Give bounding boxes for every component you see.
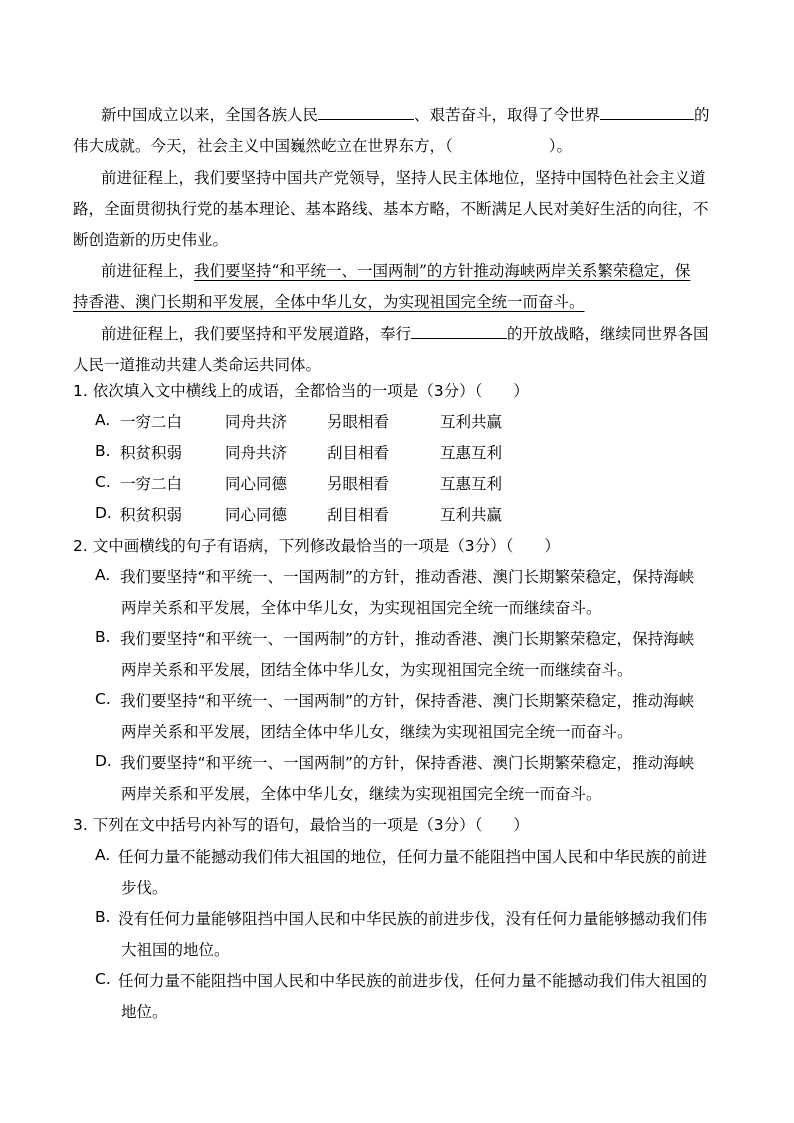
passage-line: 前进征程上，我们要坚持中国共产党领导，坚持人民主体地位，坚持中国特色社会主义道 xyxy=(101,169,706,187)
option-text: 我们要坚持“和平统一、一国两制”的方针，推动香港、澳门长期繁荣稳定，保持海峡 xyxy=(120,630,695,648)
option-text: 两岸关系和平发展，全体中华儿女，继续为实现祖国完全统一而奋斗。 xyxy=(121,785,602,803)
option-word: 刮目相看 xyxy=(327,444,390,462)
option-word: 积贫积弱 xyxy=(120,506,183,524)
question-1-stem: 1. 依次填入文中横线上的成语，全都恰当的一项是（3分）（ ） xyxy=(73,382,529,400)
question-3-stem: 3. 下列在文中括号内补写的语句，最恰当的一项是（3分）（ ） xyxy=(73,816,529,834)
option-word: 刮目相看 xyxy=(327,506,390,524)
option-word: 另眼相看 xyxy=(327,413,390,431)
blank-2 xyxy=(600,105,694,120)
option-text: 两岸关系和平发展，团结全体中华儿女，为实现祖国完全统一而继续奋斗。 xyxy=(121,661,633,679)
option-word: 积贫积弱 xyxy=(120,444,183,462)
option-word: 互惠互利 xyxy=(440,444,503,462)
option-letter: C. xyxy=(95,970,111,988)
passage-line xyxy=(101,103,710,125)
passage-line: 人民一道推动共建人类命运共同体。 xyxy=(73,356,322,374)
option-word: 同舟共济 xyxy=(225,413,288,431)
option-letter: B. xyxy=(95,908,111,926)
option-letter: B. xyxy=(95,442,111,460)
passage-line xyxy=(73,134,572,156)
option-word: 同心同德 xyxy=(225,475,288,493)
passage-text: 前进征程上，我们要坚持和平发展道路，奉行 xyxy=(101,325,412,343)
option-text: 我们要坚持“和平统一、一国两制”的方针，保持香港、澳门长期繁荣稳定，推动海峡 xyxy=(120,692,695,710)
blank-4 xyxy=(411,324,507,339)
passage-text: 的 xyxy=(694,106,710,124)
option-word: 同舟共济 xyxy=(225,444,288,462)
underlined-sentence: 持香港、澳门长期和平发展，全体中华儿女，为实现祖国完全统一而奋斗。 xyxy=(73,293,585,311)
option-word: 同心同德 xyxy=(225,506,288,524)
blank-1 xyxy=(318,105,414,120)
passage-text: 新中国成立以来，全国各族人民 xyxy=(101,106,319,124)
question-2-stem: 2. 文中画横线的句子有语病，下列修改最恰当的一项是（3分）（ ） xyxy=(73,537,560,555)
option-text: 大祖国的地位。 xyxy=(121,941,230,959)
option-word: 互惠互利 xyxy=(440,475,503,493)
option-letter: A. xyxy=(95,411,111,429)
option-letter: A. xyxy=(95,566,111,584)
passage-line xyxy=(101,322,709,344)
passage-text: 前进征程上， xyxy=(101,262,195,280)
passage-text: ）。 xyxy=(548,137,573,155)
option-letter: D. xyxy=(95,752,112,770)
option-text: 任何力量不能阻挡中国人民和中华民族的前进步伐，任何力量不能撼动我们伟大祖国的 xyxy=(118,972,708,990)
option-word: 一穷二白 xyxy=(120,413,183,431)
passage-line: 断创造新的历史伟业。 xyxy=(73,231,229,249)
option-word: 另眼相看 xyxy=(327,475,390,493)
option-text: 任何力量不能撼动我们伟大祖国的地位，任何力量不能阻挡中国人民和中华民族的前进 xyxy=(118,848,708,866)
option-letter: C. xyxy=(95,473,111,491)
option-text: 步伐。 xyxy=(121,879,168,897)
option-word: 一穷二白 xyxy=(120,475,183,493)
option-text: 地位。 xyxy=(121,1003,168,1021)
underlined-sentence: 我们要坚持“和平统一、一国两制”的方针推动海峡两岸关系繁荣稳定，保 xyxy=(194,262,691,280)
option-letter: A. xyxy=(95,846,111,864)
option-text: 两岸关系和平发展，团结全体中华儿女，继续为实现祖国完全统一而奋斗。 xyxy=(121,723,633,741)
option-letter: C. xyxy=(95,690,111,708)
passage-text: 的开放战略，继续同世界各国 xyxy=(507,325,709,343)
option-text: 两岸关系和平发展，全体中华儿女，为实现祖国完全统一而继续奋斗。 xyxy=(121,599,602,617)
passage-line xyxy=(73,290,585,312)
passage-line xyxy=(101,259,690,281)
option-letter: D. xyxy=(95,504,112,522)
option-text: 没有任何力量能够阻挡中国人民和中华民族的前进步伐，没有任何力量能够撼动我们伟 xyxy=(118,910,708,928)
option-text: 我们要坚持“和平统一、一国两制”的方针，保持香港、澳门长期繁荣稳定，推动海峡 xyxy=(120,754,695,772)
option-word: 互利共赢 xyxy=(440,506,503,524)
option-letter: B. xyxy=(95,628,111,646)
option-word: 互利共赢 xyxy=(440,413,503,431)
passage-text: 、艰苦奋斗，取得了令世界 xyxy=(414,106,601,124)
option-text: 我们要坚持“和平统一、一国两制”的方针，推动香港、澳门长期繁荣稳定，保持海峡 xyxy=(120,568,695,586)
passage-text: 伟大成就。今天，社会主义中国巍然屹立在世界东方，（ xyxy=(73,137,453,155)
passage-line: 路，全面贯彻执行党的基本理论、基本路线、基本方略，不断满足人民对美好生活的向往，不 xyxy=(73,200,709,218)
